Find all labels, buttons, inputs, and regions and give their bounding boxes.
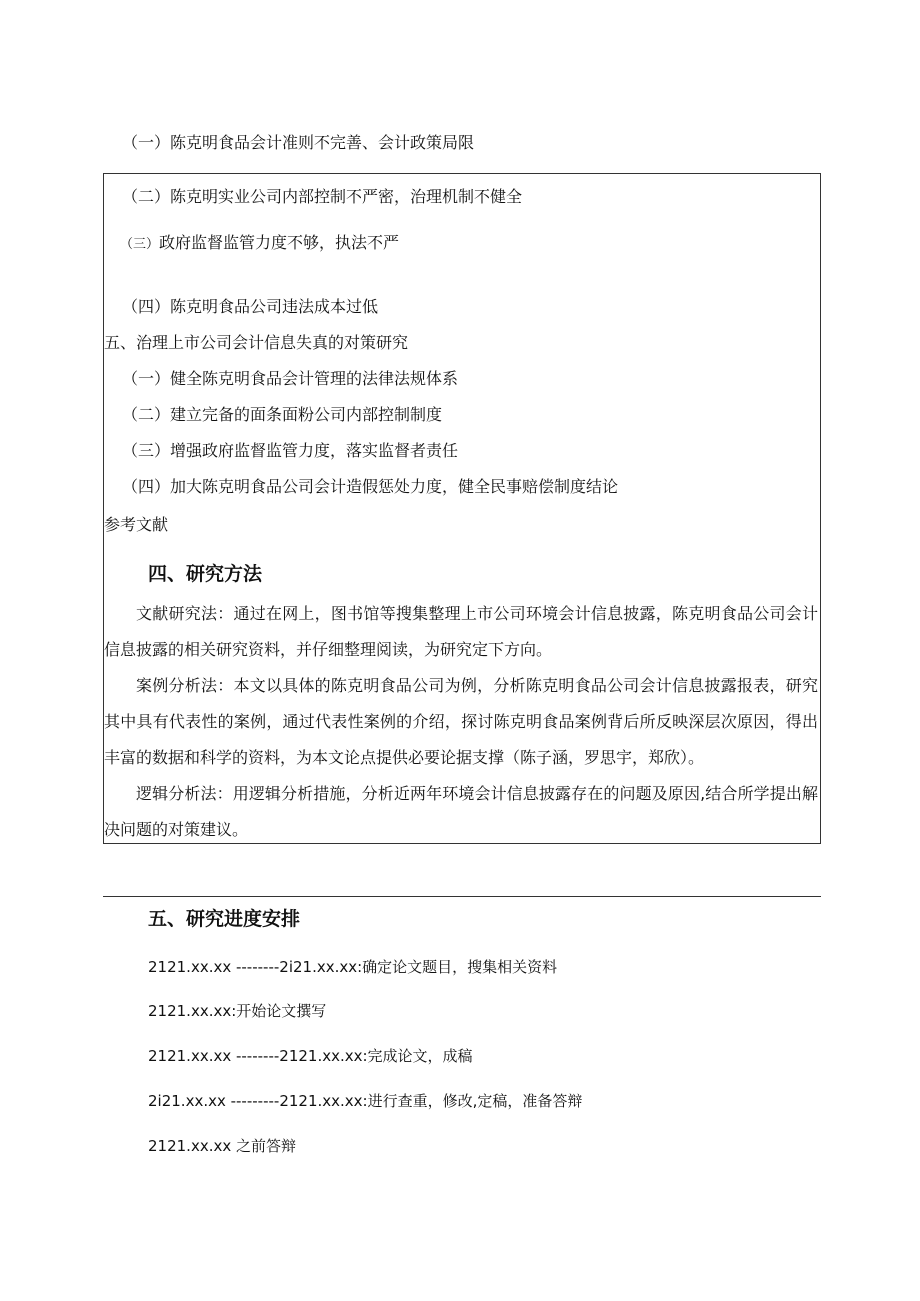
section-divider	[103, 896, 821, 897]
outline-item-4-3-prefix: （三）	[120, 237, 160, 252]
schedule-item: 2121.xx.xx --------2i21.xx.xx:确定论文题目，搜集相关资料	[148, 958, 558, 976]
outline-item-4-4: （四）陈克明食品公司违法成本过低	[122, 297, 379, 316]
schedule-item: 2121.xx.xx 之前答辩	[148, 1137, 296, 1155]
schedule-item: 2i21.xx.xx ---------2121.xx.xx:进行查重，修改,定稿，准备答辩	[148, 1092, 583, 1110]
outline-section-5: 五、治理上市公司会计信息失真的对策研究	[104, 333, 409, 352]
methods-paragraph-literature: 文献研究法：通过在网上，图书馆等搜集整理上市公司环境会计信息披露，陈克明食品公司会计信息披露的相关研究资料，并仔细整理阅读，为研究定下方向。	[104, 604, 818, 659]
outline-item-5-2: （二）建立完备的面条面粉公司内部控制制度	[122, 405, 443, 424]
outline-references: 参考文献	[104, 515, 169, 534]
outline-item-5-3: （三）增强政府监督监管力度，落实监督者责任	[122, 441, 459, 460]
outline-item-5-1: （一）健全陈克明食品会计管理的法律法规体系	[122, 369, 459, 388]
outline-item-4-3-text: 政府监督监管力度不够，执法不严	[159, 233, 400, 252]
schedule-item: 2121.xx.xx --------2121.xx.xx:完成论文，成稿	[148, 1047, 473, 1065]
schedule-item: 2121.xx.xx:开始论文撰写	[148, 1002, 327, 1020]
methods-paragraph-case: 案例分析法：本文以具体的陈克明食品公司为例，分析陈克明食品公司会计信息披露报表，研究其中具有代表性的案例，通过代表性案例的介绍，探讨陈克明食品案例背后所反映深层次原因，得出丰富的数据和科学的资料，为本文论点提供必要论据支撑（陈子涵，罗思宇，郑欣）。	[104, 676, 818, 767]
outline-item-5-4: （四）加大陈克明食品公司会计造假惩处力度，健全民事赔偿制度结论	[122, 477, 619, 496]
methods-heading: 四、研究方法	[148, 563, 263, 585]
outline-item-4-3	[120, 232, 399, 256]
methods-paragraph-logic: 逻辑分析法：用逻辑分析措施，分析近两年环境会计信息披露存在的问题及原因,结合所学提出解决问题的对策建议。	[104, 784, 818, 839]
outline-item-4-2: （二）陈克明实业公司内部控制不严密，治理机制不健全	[122, 187, 523, 206]
outline-item-4-1: （一）陈克明食品会计准则不完善、会计政策局限	[122, 133, 475, 152]
schedule-heading: 五、研究进度安排	[148, 908, 301, 930]
